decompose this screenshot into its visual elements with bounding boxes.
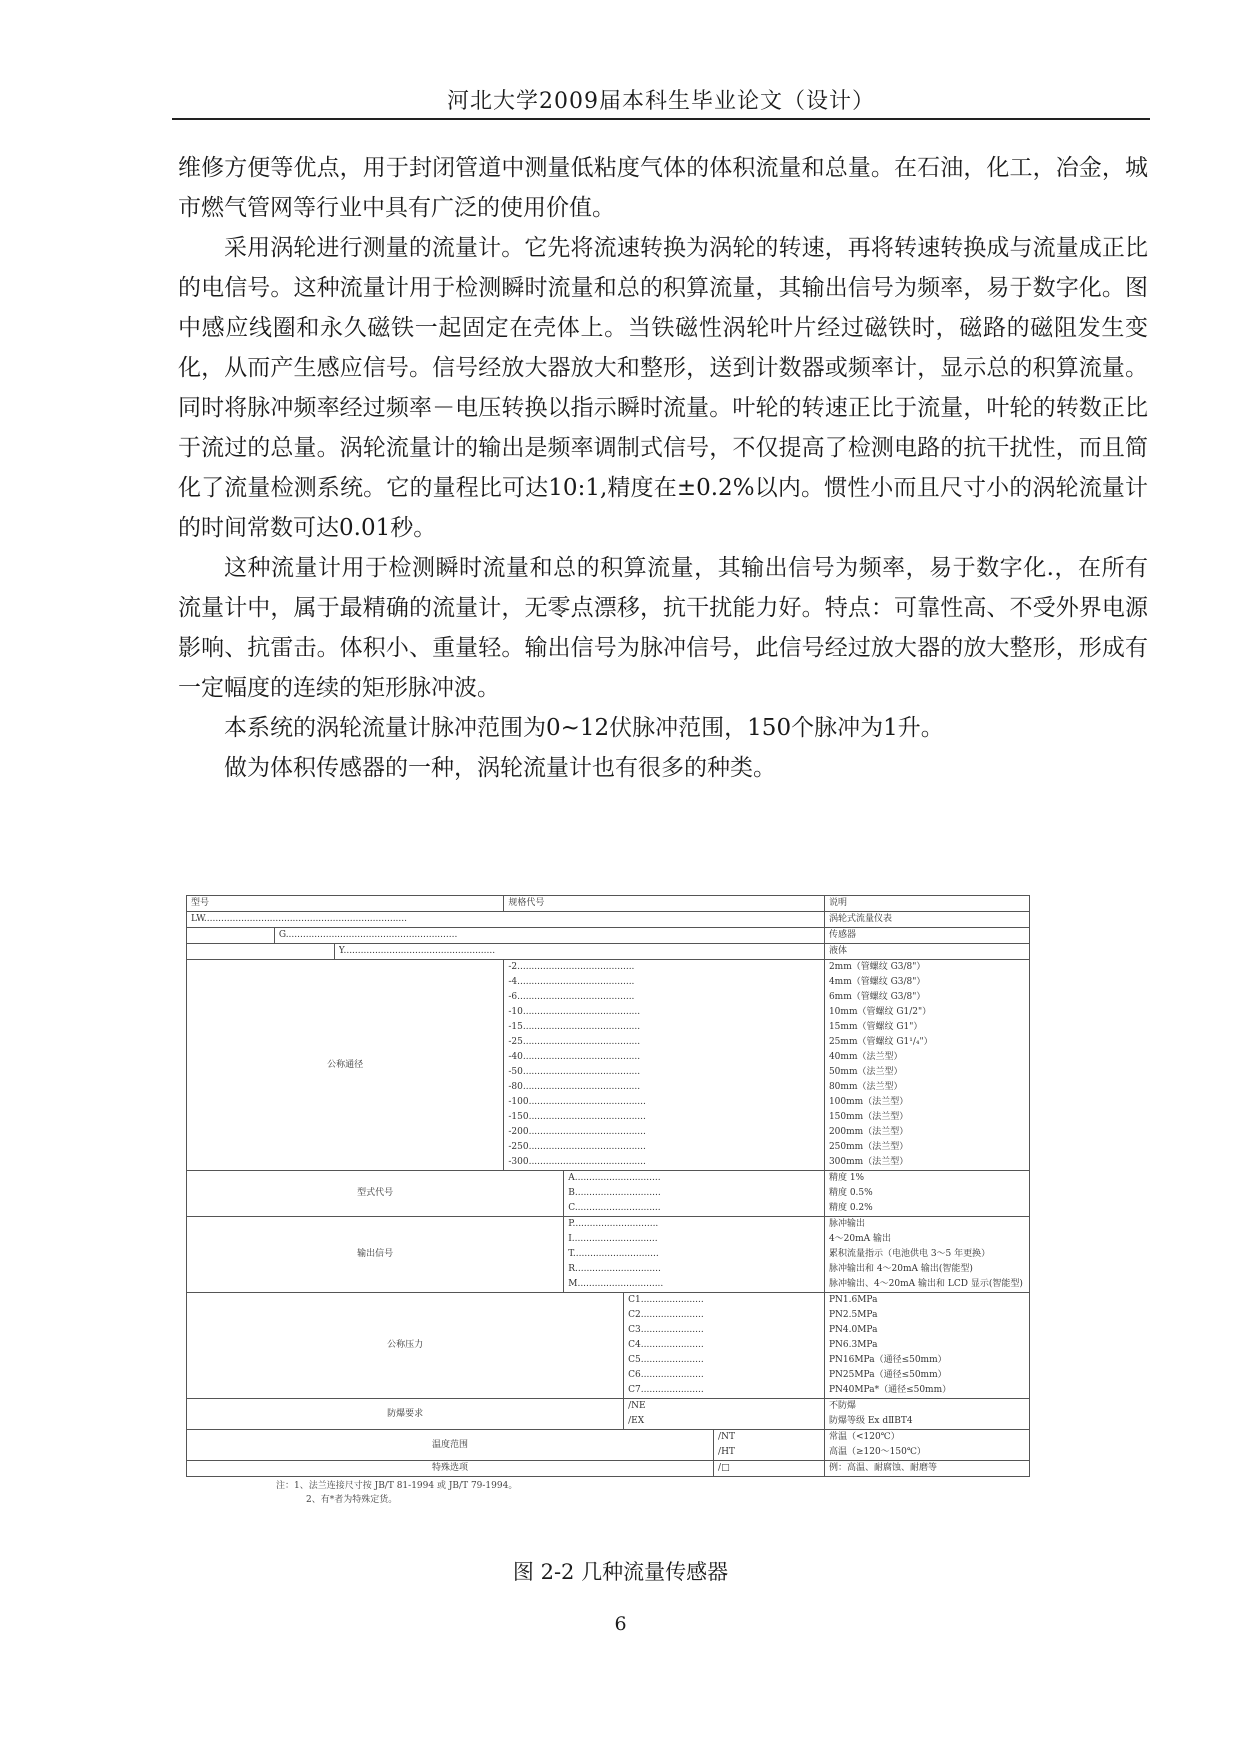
desc-list: 脉冲输出 4～20mA 输出 累积流量指示（电池供电 3～5 年更换） 脉冲输出和 4～20mA 输出(智能型) 脉冲输出、4～20mA 输出和 LCD 显示(智能型)	[824, 1217, 1029, 1293]
code-list: C1...................... C2...................... C3...................... C4...................... C5...................... C6...................... C7......................	[624, 1293, 825, 1399]
code-list: /NT /HT	[714, 1430, 825, 1461]
desc-cell: 传感器	[824, 928, 1029, 944]
dn-group	[187, 960, 1030, 1171]
code-list: -2......................................... -4......................................... -6......................................... -10......................................... -15......................................... -25......................................... -40......................................... -50......................................... -80......................................... -100......................................... -150......................................... -200......................................... -250......................................... -300.........................................	[504, 960, 825, 1171]
desc-list: 2mm（管螺纹 G3/8"） 4mm（管螺纹 G3/8"） 6mm（管螺纹 G3/8"） 10mm（管螺纹 G1/2"） 15mm（管螺纹 G1"） 25mm（管螺纹 G1¹/₄"） 40mm（法兰型） 50mm（法兰型） 80mm（法兰型） 100mm（法兰型） 150mm（法兰型） 200mm（法兰型） 250mm（法兰型） 300mm（法兰型）	[824, 960, 1029, 1171]
desc-list: 常温（<120℃） 高温（≥120～150℃）	[824, 1430, 1029, 1461]
group-label: 温度范围	[187, 1430, 714, 1461]
header-description: 说明	[824, 896, 1029, 912]
code-list: A.............................. B.............................. C..............................	[564, 1171, 825, 1217]
code-entry: Y.....................................................	[338, 946, 496, 956]
code-list: /NE /EX	[624, 1399, 825, 1430]
desc-list: PN1.6MPa PN2.5MPa PN4.0MPa PN6.3MPa PN16MPa（通径≤50mm） PN25MPa（通径≤50mm） PN40MPa*（通径≤50mm）	[824, 1293, 1029, 1399]
table-header-row	[187, 896, 1030, 912]
group-label: 输出信号	[187, 1217, 564, 1293]
temp-group	[187, 1430, 1030, 1461]
table-row	[187, 944, 1030, 960]
group-label: 公称压力	[187, 1293, 624, 1399]
paragraph: 采用涡轮进行测量的流量计。它先将流速转换为涡轮的转速，再将转速转换成与流量成正比的电信号。这种流量计用于检测瞬时流量和总的积算流量，其输出信号为频率，易于数字化。图中感应线圈和永久磁铁一起固定在壳体上。当铁磁性涡轮叶片经过磁铁时，磁路的磁阻发生变化，从而产生感应信号。信号经放大器放大和整形，送到计数器或频率计，显示总的积算流量。同时将脉冲频率经过频率－电压转换以指示瞬时流量。叶轮的转速正比于流量，叶轮的转数正比于流过的总量。涡轮流量计的输出是频率调制式信号，不仅提高了检测电路的抗干扰性，而且简化了流量检测系统。它的量程比可达10:1,精度在±0.2%以内。惯性小而且尺寸小的涡轮流量计的时间常数可达0.01秒。	[178, 235, 1148, 541]
header-model: 型号	[187, 896, 504, 912]
desc-list: 精度 1% 精度 0.5% 精度 0.2%	[824, 1171, 1029, 1217]
body-text	[178, 148, 1148, 788]
group-label: 防爆要求	[187, 1399, 624, 1430]
paragraph: 做为体积传感器的一种，涡轮流量计也有很多的种类。	[224, 755, 776, 781]
figure-caption: 图 2-2 几种流量传感器	[512, 1560, 729, 1584]
code-cell: /□	[714, 1461, 825, 1477]
sensor-model-figure	[186, 887, 1030, 1507]
group-label: 型式代号	[187, 1171, 564, 1217]
running-header: 河北大学2009届本科生毕业论文（设计）	[447, 89, 875, 114]
model-spec-table	[186, 895, 1030, 1477]
paragraph: 这种流量计用于检测瞬时流量和总的积算流量，其输出信号为频率，易于数字化.，在所有流量计中，属于最精确的流量计，无零点漂移，抗干扰能力好。特点：可靠性高、不受外界电源影响、抗雷击。体积小、重量轻。输出信号为脉冲信号，此信号经过放大器的放大整形，形成有一定幅度的连续的矩形脉冲波。	[178, 555, 1148, 701]
code-entry: G............................................................	[278, 930, 458, 940]
figure-table-title-blurred	[186, 887, 1030, 895]
pressure-group	[187, 1293, 1030, 1399]
ex-group	[187, 1399, 1030, 1430]
table-row	[187, 928, 1030, 944]
paragraph: 维修方便等优点，用于封闭管道中测量低粘度气体的体积流量和总量。在石油，化工，冶金，城市燃气管网等行业中具有广泛的使用价值。	[178, 155, 1148, 221]
special-group	[187, 1461, 1030, 1477]
code-list: P.............................. I.............................. T.............................. R.............................. M..............................	[564, 1217, 825, 1293]
header-spec-code: 规格代号	[504, 896, 825, 912]
desc-cell: 液体	[824, 944, 1029, 960]
type-group	[187, 1171, 1030, 1217]
page-number: 6	[614, 1613, 627, 1635]
table-row	[187, 912, 1030, 928]
table-notes: 注：1、法兰连接尺寸按 JB/T 81-1994 或 JB/T 79-1994。 2、有*者为特殊定货。	[276, 1481, 518, 1505]
output-group	[187, 1217, 1030, 1293]
paragraph: 本系统的涡轮流量计脉冲范围为0~12伏脉冲范围，150个脉冲为1升。	[224, 715, 944, 741]
header-rule	[172, 118, 1150, 120]
desc-list: 不防爆 防爆等级 Ex dⅡBT4	[824, 1399, 1029, 1430]
group-label: 公称通径	[187, 960, 504, 1171]
desc-cell: 涡轮式流量仪表	[824, 912, 1029, 928]
group-label: 特殊选项	[187, 1461, 714, 1477]
desc-cell: 例：高温、耐腐蚀、耐磨等	[824, 1461, 1029, 1477]
code-entry: LW.......................................................................	[191, 914, 407, 924]
